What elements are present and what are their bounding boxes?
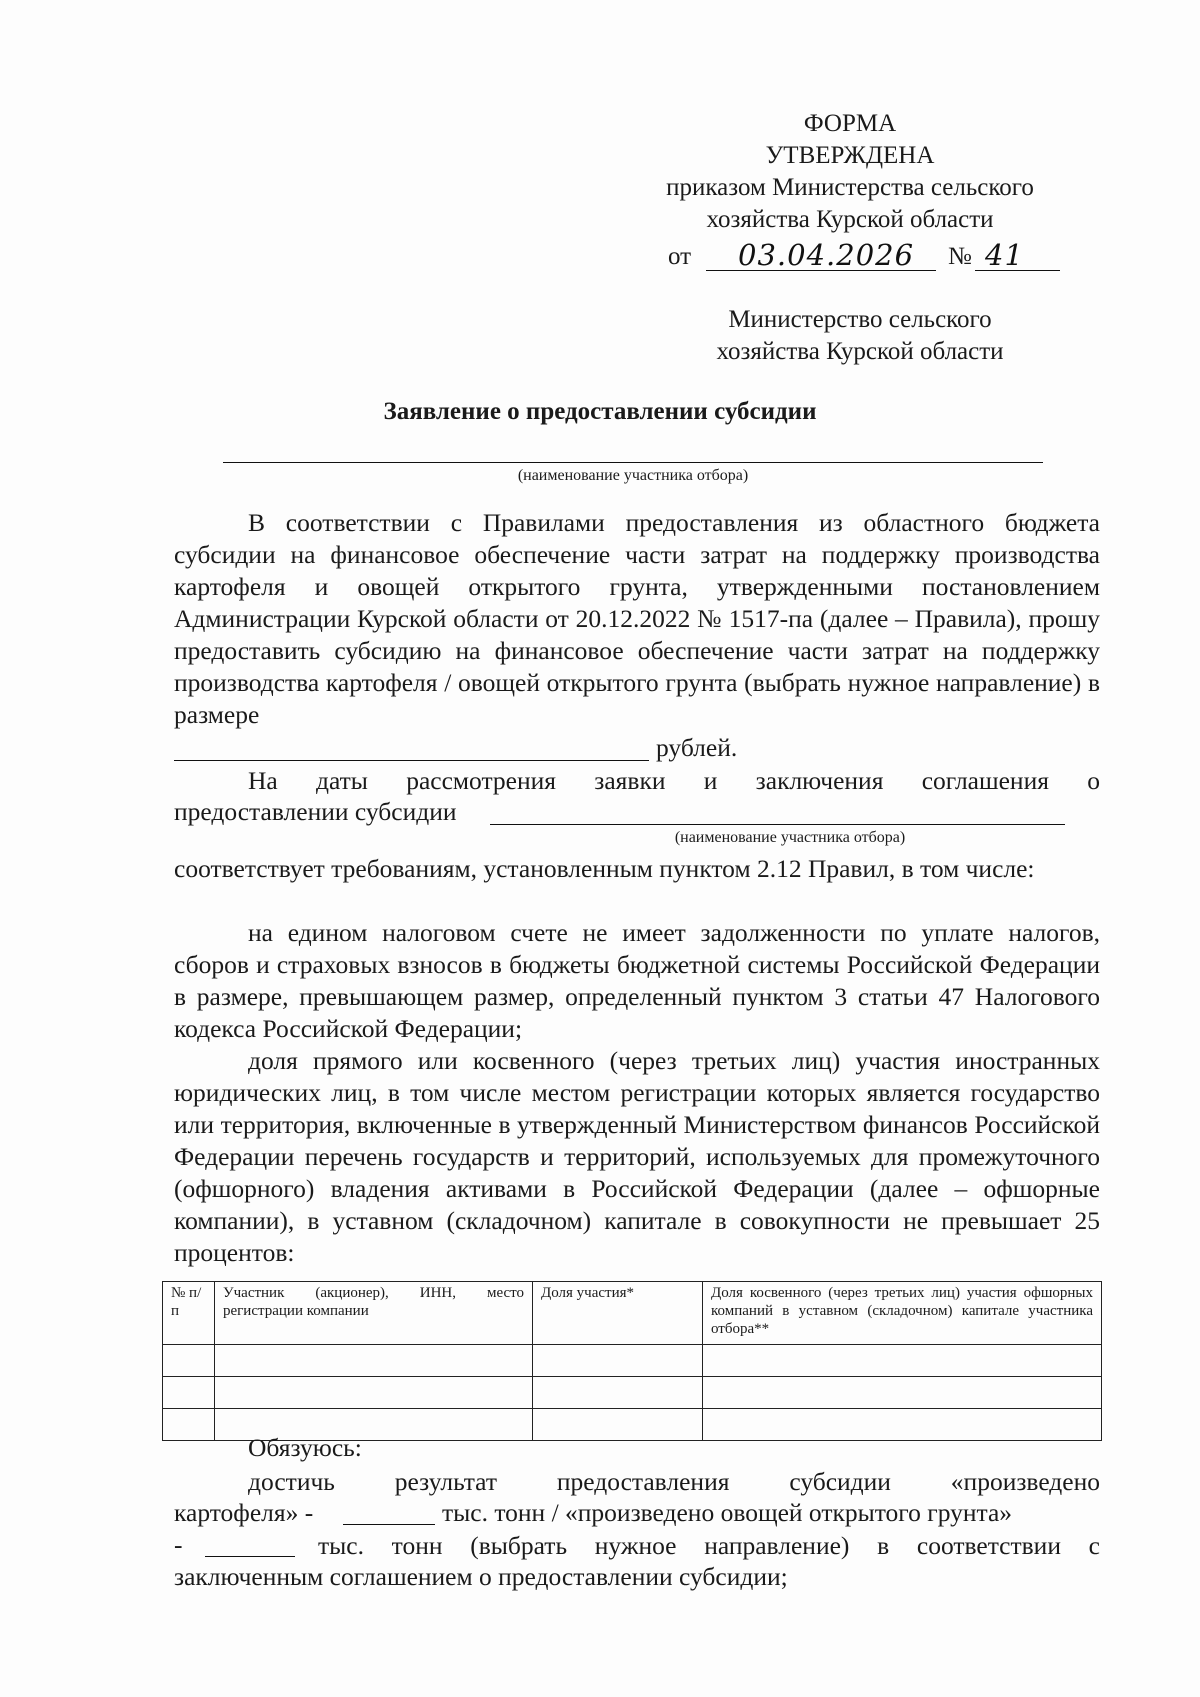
form-label: ФОРМА <box>803 110 897 137</box>
commitments-line3-start: - <box>174 1530 183 1559</box>
table-cell[interactable] <box>533 1409 703 1441</box>
table-cell[interactable] <box>163 1377 215 1409</box>
commitments-line1: достичь результат предоставления субсидии «произведено <box>248 1467 1100 1496</box>
paragraph-dates-line1: На даты рассмотрения заявки и заключения соглашения о <box>248 766 1100 795</box>
paragraph-offshore-text: доля прямого или косвенного (через третьих лиц) участия иностранных юридических лиц, в том числе местом регистрации которых является государство или территория, включенные в утвержденный Министерством финансов Российской Федерации перечень государств и территорий, используемых для промежуточного (офшорного) владения активами в Российской Федерации (далее – офшорные компании), в уставном (складочном) капитале в совокупности не превышает 25 процентов: <box>174 1046 1100 1267</box>
participant-name-line-2[interactable] <box>490 824 1065 825</box>
commitments-line2-end: тыс. тонн / «произведено овощей открытого грунта» <box>442 1498 1013 1527</box>
table-cell[interactable] <box>703 1409 1102 1441</box>
table-cell[interactable] <box>533 1377 703 1409</box>
table-cell[interactable] <box>215 1377 533 1409</box>
paragraph-dates-continued: соответствует требованиям, установленным пунктом 2.12 Правил, в том числе: <box>174 854 1035 883</box>
table-cell[interactable] <box>215 1345 533 1377</box>
number-handwritten: 41 <box>985 238 1024 272</box>
number-prefix: № <box>948 243 972 270</box>
addressee-block <box>610 304 1110 368</box>
paragraph-tax-text: на едином налоговом счете не имеет задолженности по уплате налогов, сборов и страховых взносов в бюджеты бюджетной системы Российской Федерации в размере, превышающем размер, определенный пунктом 3 статьи 47 Налогового кодекса Российской Федерации; <box>174 918 1100 1043</box>
table-header-participant: Участник (акционер), ИНН, место регистрации компании <box>215 1282 533 1345</box>
potato-volume-line[interactable] <box>343 1524 435 1525</box>
date-handwritten: 03.04.2026 <box>738 238 915 272</box>
table-cell[interactable] <box>163 1409 215 1441</box>
table-cell[interactable] <box>163 1345 215 1377</box>
approval-block <box>600 108 1100 236</box>
commitments-line3-end: тыс. тонн (выбрать нужное направление) в соответствии с <box>318 1531 1100 1560</box>
table-row[interactable] <box>163 1377 1102 1409</box>
addressee-line-2: хозяйства Курской области <box>716 338 1004 365</box>
paragraph-tax <box>174 917 1100 1045</box>
vegetable-volume-line[interactable] <box>205 1556 295 1557</box>
order-line-1: приказом Министерства сельского <box>666 174 1034 201</box>
table-header-row <box>163 1282 1102 1345</box>
approved-label: УТВЕРЖДЕНА <box>765 142 935 169</box>
order-line-2: хозяйства Курской области <box>706 206 994 233</box>
table-header-number: № п/п <box>163 1282 215 1345</box>
document-title: Заявление о предоставлении субсидии <box>383 398 817 425</box>
table-header-share: Доля участия* <box>533 1282 703 1345</box>
commitments-line4: заключенным соглашением о предоставлении субсидии; <box>174 1562 788 1591</box>
paragraph-rules <box>174 507 1100 731</box>
paragraph-rules-body: субсидии на финансовое обеспечение части затрат на поддержку производства картофеля и овощей открытого грунта, утвержденными постановлением Администрации Курской области от 20.12.2022 № 1517-па (далее – Правила), прошу предоставить субсидию на финансовое обеспечение части затрат на поддержку производства картофеля / овощей открытого грунта (выбрать нужное направление) в размере <box>174 540 1100 729</box>
participant-caption-2: (наименование участника отбора) <box>674 829 906 846</box>
table-cell[interactable] <box>703 1345 1102 1377</box>
participant-name-line[interactable] <box>223 462 1043 463</box>
table-cell[interactable] <box>703 1377 1102 1409</box>
paragraph-rules-line1: В соответствии с Правилами предоставления из областного бюджета <box>248 508 1100 537</box>
rubles-label: рублей. <box>656 733 738 762</box>
addressee-line-1: Министерство сельского <box>728 306 992 333</box>
participant-caption: (наименование участника отбора) <box>517 467 749 484</box>
commitments-line2-start: картофеля» - <box>174 1498 314 1527</box>
commitments-heading: Обязуюсь: <box>248 1433 362 1462</box>
offshore-share-table <box>162 1281 1102 1441</box>
table-cell[interactable] <box>533 1345 703 1377</box>
date-prefix: от <box>668 243 692 270</box>
paragraph-dates-line2: предоставлении субсидии <box>174 797 457 826</box>
amount-line[interactable] <box>174 760 649 761</box>
paragraph-offshore <box>174 1045 1100 1269</box>
table-header-offshore-share: Доля косвенного (через третьих лиц) участия офшорных компаний в уставном (складочном) капитале участника отбора** <box>703 1282 1102 1345</box>
table-row[interactable] <box>163 1345 1102 1377</box>
